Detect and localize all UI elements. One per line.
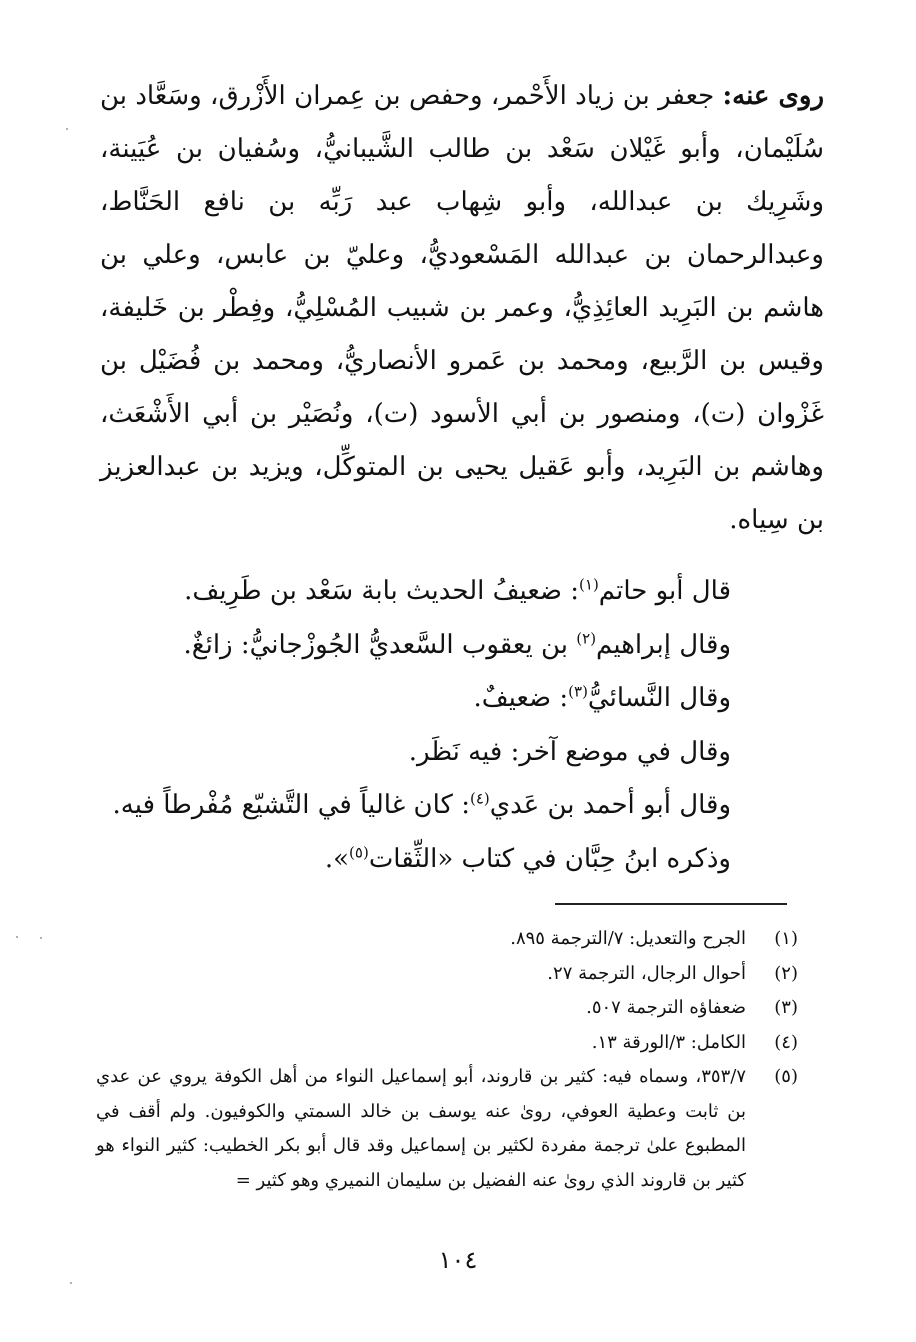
footnote bbox=[96, 1026, 798, 1061]
footnote bbox=[96, 991, 798, 1026]
footnote-ref: (٤) bbox=[469, 789, 490, 808]
footnote-separator bbox=[555, 903, 787, 905]
footnote-number: (٤) bbox=[774, 1031, 798, 1053]
quote-line bbox=[112, 779, 731, 833]
footnote-text: أحوال الرجال، الترجمة ٢٧. bbox=[547, 962, 746, 984]
footnote-number: (٢) bbox=[774, 962, 798, 984]
footnote-text: الجرح والتعديل: ٧/الترجمة ٨٩٥. bbox=[510, 928, 746, 949]
quote-line bbox=[150, 672, 731, 726]
quote-line bbox=[150, 565, 731, 619]
quote-line bbox=[150, 833, 731, 887]
footnote bbox=[96, 957, 798, 992]
footnote-text: ضعفاؤه الترجمة ٥٠٧. bbox=[586, 997, 746, 1018]
quote-before: قال أبو حاتم bbox=[598, 576, 731, 606]
quote-before: وقال إبراهيم bbox=[596, 629, 731, 660]
page-number: ١٠٤ bbox=[438, 1246, 478, 1274]
footnote bbox=[96, 922, 798, 957]
quote-before: وذكره ابنُ حِبَّان في كتاب «الثِّقات bbox=[368, 843, 731, 874]
scan-speck bbox=[66, 128, 68, 130]
paragraph-lead: روى عنه: bbox=[722, 81, 824, 111]
quote-after: : ضعيفٌ. bbox=[473, 683, 569, 713]
footnote-text: الكامل: ٣/الورقة ١٣. bbox=[591, 1031, 746, 1053]
footnote-ref: (٣) bbox=[568, 682, 588, 701]
scan-speck bbox=[16, 936, 18, 938]
quote-after: : ضعيفُ الحديث بابة سَعْد بن طَرِيف. bbox=[184, 576, 580, 606]
quote-after: : كان غالياً في التَّشيّع مُفْرطاً فيه. bbox=[112, 790, 470, 820]
quote-before: وقال أبو أحمد بن عَدي bbox=[489, 790, 731, 820]
footnote-ref: (١) bbox=[579, 575, 599, 594]
footnotes bbox=[96, 922, 798, 1198]
paragraph-body: جعفر بن زياد الأَحْمر، وحفص بن عِمران الأَزْرق، وسَعَّاد بن سُلَيْمان، وأبو غَيْلان سَعْد بن طالب الشَّيبانيُّ، وسُفيان بن عُيَينة، وشَرِيك بن عبدالله، وأبو شِهاب عبد رَبِّه بن نافع الحَنَّاط، وعبدالرحمان بن عبدالله المَسْعوديُّ، وعليّ بن عابس، وعلي بن هاشم بن البَرِيد العائِذِيُّ، وعمر بن شبيب المُسْلِيُّ، وفِطْر بن خَليفة، وقيس بن الرَّبيع، ومحمد بن عَمرو الأنصاريُّ، ومحمد بن فُضَيْل بن غَزْوان (ت)، ومنصور بن أبي الأسود (ت)، ونُصَيْر بن أبي الأَشْعَث، وهاشم بن البَرِيد، وأبو عَقيل يحيى بن المتوكِّل، ويزيد بن عبدالعزيز بن سِياه. bbox=[100, 81, 824, 535]
scan-speck bbox=[70, 1282, 72, 1284]
footnote-text: ٣٥٣/٧، وسماه فيه: كثير بن قاروند، أبو إسماعيل النواء من أهل الكوفة يروي عن عدي بن ثابت وعطية العوفي، روىٰ عنه يوسف بن خالد السمتي والكوفيون. ولم أقف في المطبوع علىٰ ترجمة مفردة لكثير بن إسماعيل وقد قال أبو بكر الخطيب: كثير النواء هو كثير بن قاروند الذي روىٰ عنه الفضيل بن سليمان النميري وهو كثير = bbox=[96, 1066, 746, 1191]
footnote-ref: (٥) bbox=[349, 842, 369, 861]
critic-statements bbox=[112, 565, 731, 886]
narrators-paragraph bbox=[100, 70, 824, 547]
quote-after: ». bbox=[324, 843, 350, 874]
scan-speck bbox=[40, 937, 42, 939]
footnote-number: (٣) bbox=[774, 997, 798, 1018]
footnote-ref: (٢) bbox=[576, 628, 597, 647]
quote-line bbox=[150, 726, 731, 780]
footnote bbox=[96, 1060, 798, 1198]
quote-after: بن يعقوب السَّعديُّ الجُوزْجانيُّ: زائغٌ. bbox=[183, 629, 577, 660]
quote-line bbox=[150, 619, 731, 673]
footnote-number: (١) bbox=[774, 928, 798, 949]
quote-before: وقال النَّسائيُّ bbox=[587, 683, 731, 713]
footnote-number: (٥) bbox=[774, 1066, 798, 1087]
quote-before: وقال في موضع آخر: فيه نَظَر. bbox=[408, 736, 731, 767]
